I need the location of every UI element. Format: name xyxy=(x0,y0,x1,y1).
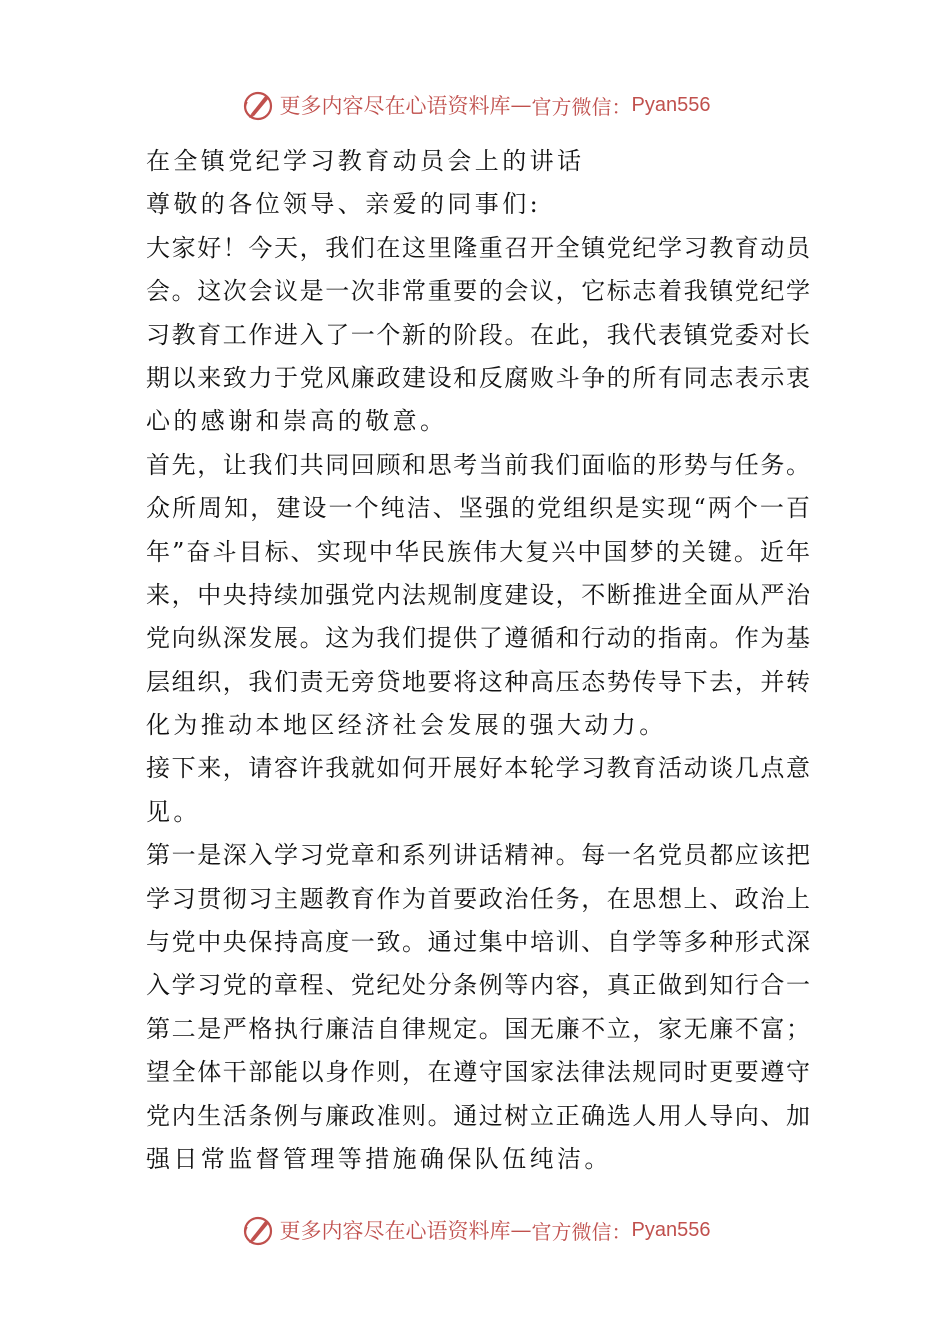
text-line: 期以来致力于党风廉政建设和反腐败斗争的所有同志表示衷 xyxy=(146,363,810,392)
document-title: 在全镇党纪学习教育动员会上的讲话 xyxy=(146,147,585,175)
watermark-wechat-label: 官方微信： xyxy=(531,1219,632,1244)
text-line: 年”奋斗目标、实现中华民族伟大复兴中国梦的关键。近年 xyxy=(146,537,810,566)
watermark-separator: — xyxy=(510,93,532,117)
text-line: 与党中央保持高度一致。通过集中培训、自学等多种形式深 xyxy=(146,928,810,957)
text-line: 来，中央持续加强党内法规制度建设，不断推进全面从严治 xyxy=(146,580,810,609)
watermark-site-text: 更多内容尽在心语资料库 xyxy=(279,1219,511,1243)
document-body xyxy=(146,140,810,1181)
watermark-wechat-id: Pyan556 xyxy=(631,1218,711,1241)
text-line: 见。 xyxy=(146,797,201,826)
paragraph-2 xyxy=(146,444,810,748)
text-line: 党内生活条例与廉政准则。通过树立正确选人用人导向、加 xyxy=(146,1101,810,1130)
text-line: 学习贯彻习主题教育作为首要政治任务，在思想上、政治上 xyxy=(146,884,810,913)
text-line: 党向纵深发展。这为我们提供了遵循和行动的指南。作为基 xyxy=(146,624,810,653)
text-line: 第二是严格执行廉洁自律规定。国无廉不立，家无廉不富； xyxy=(146,1014,810,1043)
text-line: 会。这次会议是一次非常重要的会议，它标志着我镇党纪学 xyxy=(146,277,810,306)
text-line: 接下来，请容许我就如何开展好本轮学习教育活动谈几点意 xyxy=(146,754,810,783)
text-line: 习教育工作进入了一个新的阶段。在此，我代表镇党委对长 xyxy=(146,320,810,349)
paragraph-1 xyxy=(146,227,810,444)
pen-circle-icon xyxy=(240,87,276,123)
text-line: 强日常监督管理等措施确保队伍纯洁。 xyxy=(146,1144,612,1173)
text-line: 心的感谢和崇高的敬意。 xyxy=(146,407,448,436)
salutation: 尊敬的各位领导、亲爱的同事们: xyxy=(146,190,542,219)
text-line: 层组织，我们责无旁贷地要将这种高压态势传导下去，并转 xyxy=(146,667,810,696)
watermark-wechat-id: Pyan556 xyxy=(631,93,711,116)
header-watermark xyxy=(0,85,950,125)
pen-circle-icon xyxy=(240,1212,276,1248)
paragraph-3 xyxy=(146,747,810,834)
text-line: 望全体干部能以身作则，在遵守国家法律法规同时更要遵守 xyxy=(146,1058,810,1087)
text-line: 化为推动本地区经济社会发展的强大动力。 xyxy=(146,711,667,740)
watermark-separator: — xyxy=(510,1218,532,1242)
text-line: 入学习党的章程、党纪处分条例等内容，真正做到知行合一 xyxy=(146,971,810,1000)
watermark-wechat-label: 官方微信： xyxy=(531,94,632,119)
text-line: 众所周知，建设一个纯洁、坚强的党组织是实现“两个一百 xyxy=(146,494,810,523)
paragraph-4 xyxy=(146,834,810,1181)
text-line: 第一是深入学习党章和系列讲话精神。每一名党员都应该把 xyxy=(146,841,810,870)
text-line: 首先，让我们共同回顾和思考当前我们面临的形势与任务。 xyxy=(146,450,810,479)
text-line: 大家好！今天，我们在这里隆重召开全镇党纪学习教育动员 xyxy=(146,233,810,262)
watermark-site-text: 更多内容尽在心语资料库 xyxy=(279,94,511,118)
footer-watermark xyxy=(0,1210,950,1250)
